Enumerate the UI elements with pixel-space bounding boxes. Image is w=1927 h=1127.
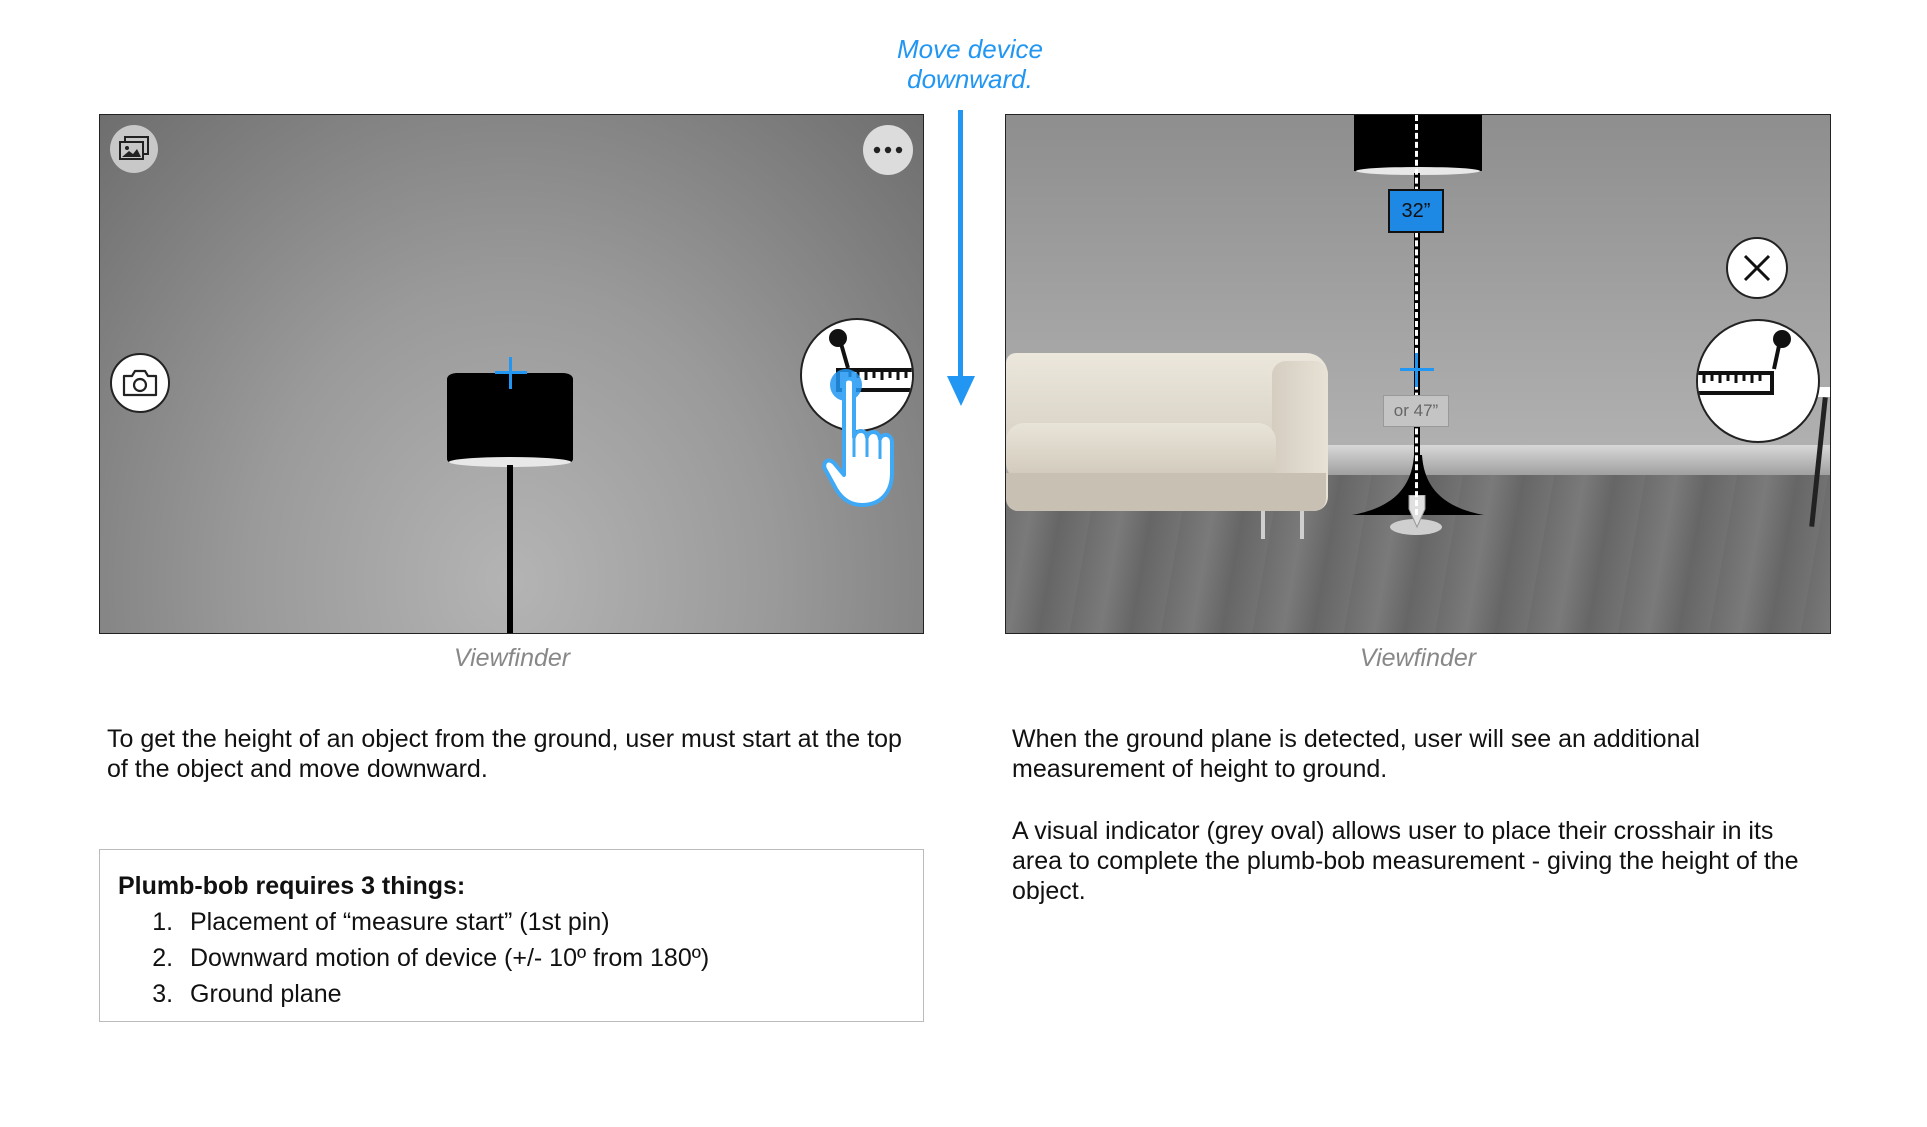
lamp-pole <box>507 465 513 634</box>
requirements-box <box>99 849 924 1022</box>
more-dots-icon <box>873 146 903 154</box>
viewfinder-right-caption: Viewfinder <box>1359 644 1477 672</box>
move-device-label-line2: downward. <box>907 64 1033 94</box>
camera-icon <box>121 368 159 398</box>
requirements-title: Plumb-bob requires 3 things: <box>118 872 466 900</box>
gallery-icon <box>118 136 150 162</box>
gallery-button[interactable] <box>110 125 158 173</box>
ground-measurement-label: or 47” <box>1383 395 1449 427</box>
list-item: 2. Downward motion of device (+/- 10º from 180º) <box>180 940 905 976</box>
requirements-list <box>118 904 905 1012</box>
right-description-1: When the ground plane is detected, user will see an additional measurement of height to ground. <box>1012 725 1700 783</box>
viewfinder-left[interactable] <box>99 114 924 634</box>
measurement-label: 32” <box>1388 189 1444 233</box>
left-description: To get the height of an object from the ground, user must start at the top of the object and move downward. <box>107 725 902 783</box>
sofa <box>1006 353 1328 533</box>
pin-ruler-icon <box>1698 321 1818 441</box>
plumb-line <box>1415 115 1418 515</box>
crosshair-icon <box>495 357 527 389</box>
viewfinder-right[interactable] <box>1005 114 1831 634</box>
camera-button[interactable] <box>110 353 170 413</box>
right-description-2: A visual indicator (grey oval) allows user to place their crosshair in its area to complete the plumb-bob measurement - giving the height of the object. <box>1012 817 1799 905</box>
crosshair-icon <box>1400 353 1434 387</box>
move-device-label <box>850 34 1090 94</box>
viewfinder-left-caption: Viewfinder <box>453 644 571 672</box>
close-button[interactable] <box>1726 237 1788 299</box>
list-item: 3. Ground plane <box>180 976 905 1012</box>
measure-tool-button[interactable] <box>1696 319 1820 443</box>
list-item: 1. Placement of “measure start” (1st pin) <box>180 904 905 940</box>
pointing-hand-icon <box>822 377 906 509</box>
down-arrow-icon <box>947 376 975 406</box>
down-arrow-shaft <box>958 110 963 380</box>
more-button[interactable] <box>863 125 913 175</box>
move-device-label-line1: Move device <box>897 34 1043 64</box>
close-icon <box>1742 253 1772 283</box>
lamp-shade <box>1354 115 1482 171</box>
